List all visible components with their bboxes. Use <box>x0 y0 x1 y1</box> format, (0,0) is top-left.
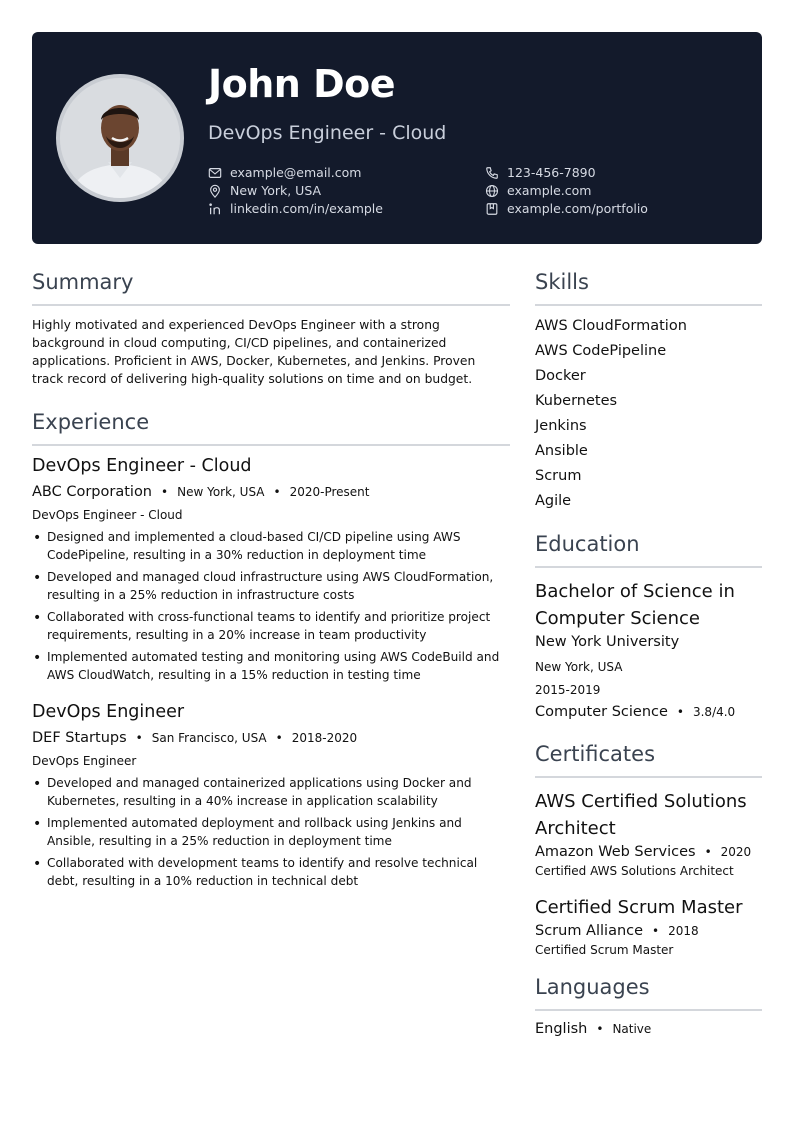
experience-heading: Experience <box>32 410 510 446</box>
bullet-item: • Developed and managed cloud infrastructure using AWS CloudFormation, resulting in a 25% reduction in infrastructure costs <box>32 568 510 604</box>
portrait-icon <box>60 78 180 198</box>
cert-desc: Certified Scrum Master <box>535 943 674 957</box>
edu-school: New York University <box>535 634 680 650</box>
job-dates: 2020-Present <box>289 485 370 499</box>
language-name: English <box>535 1021 588 1037</box>
contact-info <box>208 165 748 216</box>
contact-location <box>208 183 485 198</box>
job-subtitle: DevOps Engineer <box>32 754 137 768</box>
separator: • <box>135 731 143 745</box>
cert-issuer-row <box>535 923 762 939</box>
edu-field: Computer Science <box>535 704 668 720</box>
skill-item: Docker <box>535 368 586 384</box>
separator: • <box>676 705 684 719</box>
portfolio-text: example.com/portfolio <box>507 201 648 216</box>
profile-photo <box>56 74 184 202</box>
phone-text: 123-456-7890 <box>507 165 596 180</box>
skill-item: Agile <box>535 493 572 509</box>
phone-icon <box>485 166 499 180</box>
edu-degree: Bachelor of Science in Computer Science <box>535 581 735 629</box>
job-meta <box>32 484 510 500</box>
cert-year: 2020 <box>720 845 752 859</box>
skill-item: Jenkins <box>535 418 587 434</box>
globe-icon <box>485 184 499 198</box>
job-entry <box>32 702 510 890</box>
certificate-entry <box>535 894 762 961</box>
contact-email[interactable] <box>208 165 485 180</box>
edu-field-row <box>535 704 762 720</box>
job-location: San Francisco, USA <box>151 731 267 745</box>
bullet-item: • Designed and implemented a cloud-based CI/CD pipeline using AWS CodePipeline, resulting in a 30% reduction in deployment time <box>32 528 510 564</box>
education-heading: Education <box>535 532 762 568</box>
separator: • <box>161 485 169 499</box>
job-entry <box>32 456 510 684</box>
separator: • <box>273 485 281 499</box>
education-entry <box>535 578 762 720</box>
skill-item: Scrum <box>535 468 582 484</box>
language-entry <box>535 1021 762 1037</box>
cert-title: Certified Scrum Master <box>535 897 743 918</box>
contact-website[interactable] <box>485 183 748 198</box>
separator: • <box>704 845 712 859</box>
skill-item: AWS CodePipeline <box>535 343 667 359</box>
separator: • <box>275 731 283 745</box>
separator: • <box>596 1022 604 1036</box>
edu-location: New York, USA <box>535 660 623 674</box>
edu-gpa: 3.8/4.0 <box>692 705 736 719</box>
mail-icon <box>208 166 222 180</box>
job-meta <box>32 730 510 746</box>
job-company: DEF Startups <box>32 730 127 746</box>
resume-header <box>32 32 762 244</box>
linkedin-icon <box>208 202 222 216</box>
job-company: ABC Corporation <box>32 484 153 500</box>
contact-phone[interactable] <box>485 165 748 180</box>
cert-year: 2018 <box>668 924 699 938</box>
bullet-item: • Implemented automated testing and monitoring using AWS CodeBuild and AWS CloudWatch, resulting in a 15% reduction in testing time <box>32 648 510 684</box>
linkedin-text: linkedin.com/in/example <box>230 201 383 216</box>
right-column <box>535 270 762 1037</box>
summary-heading: Summary <box>32 270 510 306</box>
cert-issuer: Amazon Web Services <box>535 844 696 860</box>
job-subtitle: DevOps Engineer - Cloud <box>32 508 183 522</box>
cert-issuer-row <box>535 844 762 860</box>
contact-linkedin[interactable] <box>208 201 485 216</box>
job-dates: 2018-2020 <box>291 731 358 745</box>
certificates-heading: Certificates <box>535 742 762 778</box>
candidate-role: DevOps Engineer - Cloud <box>208 122 447 144</box>
skill-item: AWS CloudFormation <box>535 318 687 334</box>
job-title: DevOps Engineer <box>32 702 185 722</box>
cert-desc: Certified AWS Solutions Architect <box>535 864 734 878</box>
location-text: New York, USA <box>230 183 322 198</box>
edu-dates: 2015-2019 <box>535 683 601 697</box>
left-column <box>32 270 510 908</box>
bullet-item: • Collaborated with cross-functional teams to identify and prioritize project requirements, resulting in a 20% increase in team productivity <box>32 608 510 644</box>
language-level: Native <box>612 1022 652 1036</box>
bullet-item: • Developed and managed containerized applications using Docker and Kubernetes, resulting in a 40% increase in application scalability <box>32 774 510 810</box>
contact-portfolio[interactable] <box>485 201 748 216</box>
languages-heading: Languages <box>535 975 762 1011</box>
separator: • <box>652 924 660 938</box>
job-bullets <box>32 774 510 890</box>
candidate-name: John Doe <box>208 62 396 106</box>
skill-item: Ansible <box>535 443 588 459</box>
skills-list <box>535 314 762 514</box>
skills-heading: Skills <box>535 270 762 306</box>
job-title: DevOps Engineer - Cloud <box>32 456 252 476</box>
job-location: New York, USA <box>177 485 265 499</box>
skill-item: Kubernetes <box>535 393 618 409</box>
cert-title: AWS Certified Solutions Architect <box>535 791 747 839</box>
summary-text: Highly motivated and experienced DevOps Engineer with a strong background in cloud computing, CI/CD pipelines, and containerized applications. Proficient in AWS, Docker, Kubernetes, and Jenkins. Proven track record of delivering high-quality solutions on time and on budget. <box>32 318 476 386</box>
bullet-item: • Implemented automated deployment and rollback using Jenkins and Ansible, resulting in a 25% reduction in deployment time <box>32 814 510 850</box>
certificate-entry <box>535 788 762 882</box>
portfolio-icon <box>485 202 499 216</box>
cert-issuer: Scrum Alliance <box>535 923 644 939</box>
email-text: example@email.com <box>230 165 362 180</box>
website-text: example.com <box>507 183 592 198</box>
job-bullets <box>32 528 510 684</box>
bullet-item: • Collaborated with development teams to identify and resolve technical debt, resulting in a 10% reduction in technical debt <box>32 854 510 890</box>
location-icon <box>208 184 222 198</box>
